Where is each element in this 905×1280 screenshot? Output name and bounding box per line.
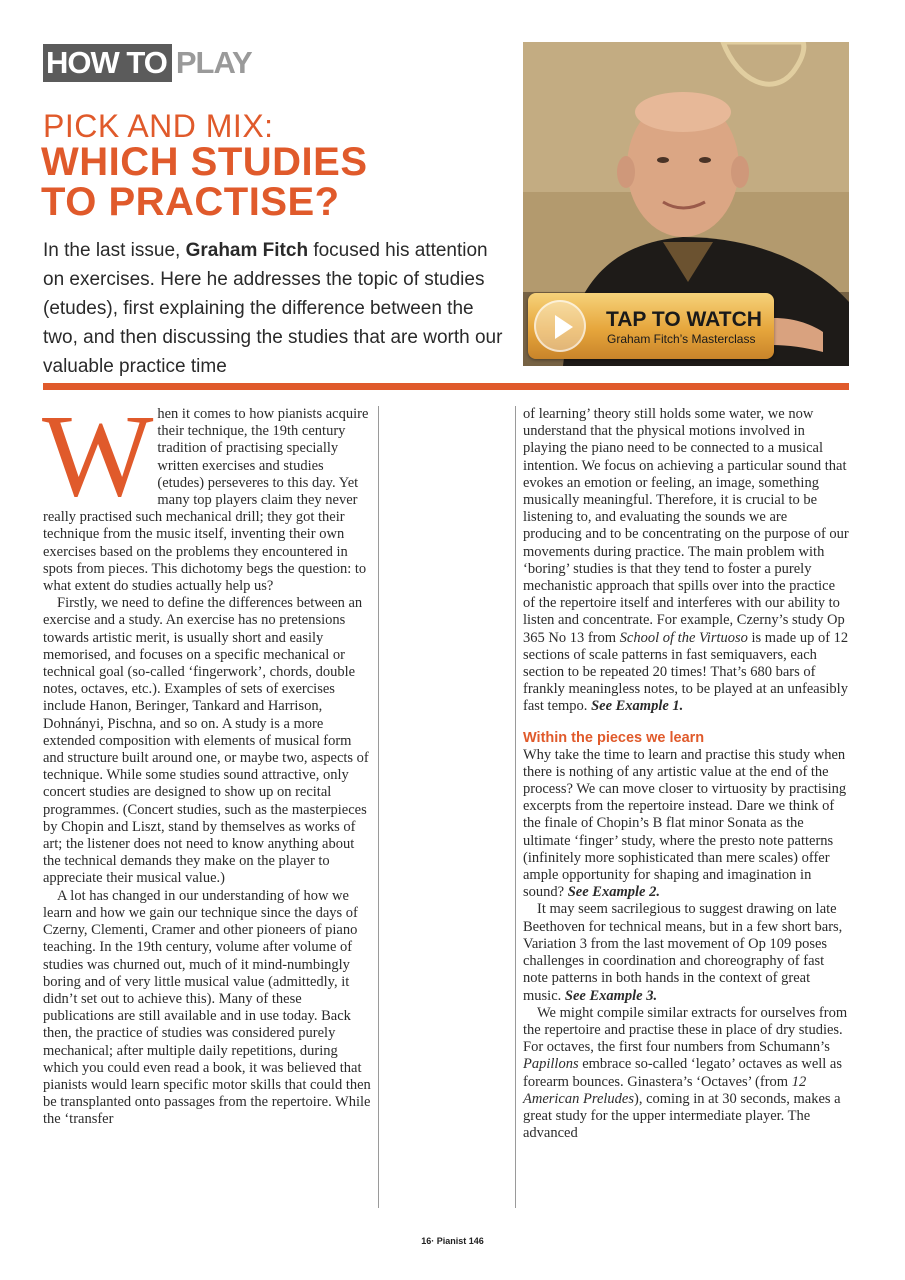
standfirst-author: Graham Fitch: [185, 240, 309, 261]
header-divider: [43, 383, 849, 390]
drop-cap: W: [42, 390, 154, 521]
column-divider: [378, 406, 379, 1208]
paragraph: [523, 901, 849, 1004]
kicker: PICK AND MIX:: [43, 108, 274, 144]
text-run: hen it comes to how pianists acquire their technique, the 19th century tradition of practising specially written exercises and studies (etudes) perseveres to this day. Yet many top players claim they never really practised such mechanical drill; they got their technique from the music itself, inventing their own exercises based on the problems they encountered in spots from pieces. This dichotomy begs the question: to what extent do studies actually help us?: [43, 406, 369, 595]
play-icon[interactable]: [534, 300, 586, 352]
text-run: School of the Virtuoso: [619, 629, 748, 646]
watch-title: TAP TO WATCH: [606, 308, 762, 331]
text-run: Papillons: [523, 1056, 579, 1073]
section-tag: [43, 44, 252, 82]
watch-subtitle: Graham Fitch’s Masterclass: [607, 332, 756, 346]
paragraph: [523, 1005, 849, 1143]
standfirst: [43, 236, 513, 381]
tap-to-watch-button[interactable]: [528, 293, 774, 359]
article-column-2: [523, 406, 849, 1142]
headline: [41, 142, 511, 222]
article-column-1: [42, 390, 371, 1129]
section-tag-play: PLAY: [175, 45, 252, 80]
example-reference: See Example 1.: [591, 698, 684, 715]
paragraph: [523, 406, 849, 716]
page-folio: 16· Pianist 146: [421, 1236, 484, 1246]
example-reference: See Example 2.: [567, 884, 660, 901]
text-run: is made up of 12 sections of scale patterns in fast semiquavers, each section to be repeated 20 times! That’s 680 bars of frankly meaningless notes, to be played at an unfeasibly fast tempo.: [523, 629, 849, 715]
headline-line-1: WHICH STUDIES: [41, 140, 368, 184]
headline-line-2: TO PRACTISE?: [41, 180, 340, 224]
paragraph: A lot has changed in our understanding of how we learn and how we gain our technique since the days of Czerny, Clementi, Cramer and other pioneers of piano teaching. In the 19th century, volume after volume of studies was churned out, much of it mind-numbingly boring and of very little musical value (admittedly, it didn’t set out to achieve this). Many of these publications are still available and in use today. Back then, the practice of studies was considered purely mechanical; after multiple daily repetitions, during which you could even read a book, it was believed that pianists would learn specific motor skills that could then be transplanted onto passages from the repertoire. While the ‘transfer: [43, 887, 371, 1128]
text-run: It may seem sacrilegious to suggest drawing on late Beethoven for technical means, but in a few short bars, Variation 3 from the last movement of Op 109 poses challenges in coordination and choreography of fast note patterns in both hands in the context of great music.: [523, 901, 843, 1004]
text-run: embrace so-called ‘legato’ octaves as well as forearm bounces. Ginastera’s ‘Octaves’ (from: [523, 1056, 843, 1090]
text-run: ), coming in at 30 seconds, makes a great study for the upper intermediate player. The advanced: [523, 1090, 841, 1142]
text-run: of learning’ theory still holds some water, we now understand that the physical motions involved in playing the piano need to be connected to a musical intention. We focus on achieving a particular sound that evokes an emotion or feeling, an image, something musically meaningful. Therefore, it is crucial to be listening to, and evaluating the sounds we are producing and to be concentrating on the purpose of our movements during practice. The main problem with ‘boring’ studies is that they tend to foster a purely mechanistic approach that spills over into the practice of the repertoire itself and interferes with our ability to listen and concentrate. For example, Czerny’s study Op 365 No 13 from: [523, 406, 849, 646]
section-tag-how-to: HOW TO: [43, 44, 172, 82]
standfirst-rest: focused his attention on exercises. Here he addresses the topic of studies (etudes), first explaining the difference between the two, and then discussing the studies that are worth our valuable practice time: [43, 240, 503, 377]
text-run: Why take the time to learn and practise this study when there is nothing of any artistic value at the end of the process? We can move closer to virtuosity by practising excerpts from the repertoire instead. Dare we think of the finale of Chopin’s B flat minor Sonata as the ultimate ‘finger’ study, where the presto note patterns (infinitely more sophisticated than mere scales) offer ample opportunity for shaping and imagination in sound?: [523, 746, 847, 901]
text-run: 12 American Preludes: [523, 1073, 807, 1107]
text-run: We might compile similar extracts for ourselves from the repertoire and practise these in place of dry studies. For octaves, the first four numbers from Schumann’s: [523, 1004, 848, 1056]
paragraph: [523, 747, 849, 902]
subheading: Within the pieces we learn: [523, 729, 705, 746]
paragraph: [42, 390, 371, 595]
paragraph: Firstly, we need to define the differences between an exercise and a study. An exercise has no pretensions towards artistic merit, is usually short and easily memorised, and focuses on a specific mechanical or technical goal (so-called ‘fingerwork’, chords, double notes, octaves, etc.). Examples of sets of exercises include Hanon, Beringer, Tankard and Harrison, Dohnányi, Pischna, and so on. A study is a more extended composition with elements of musical form and structure built around one, or maybe two, aspects of technique. While some studies sound attractive, only concert studies are designed to show up on recital programmes. (Concert studies, such as the masterpieces by Chopin and Liszt, stand by themselves as works of art; the listener does not need to know anything about the technical demands they make on the player to appreciate their musical value.): [43, 595, 369, 887]
example-reference: See Example 3.: [564, 987, 658, 1004]
standfirst-lead: In the last issue,: [43, 240, 186, 261]
column-divider: [515, 406, 516, 1208]
